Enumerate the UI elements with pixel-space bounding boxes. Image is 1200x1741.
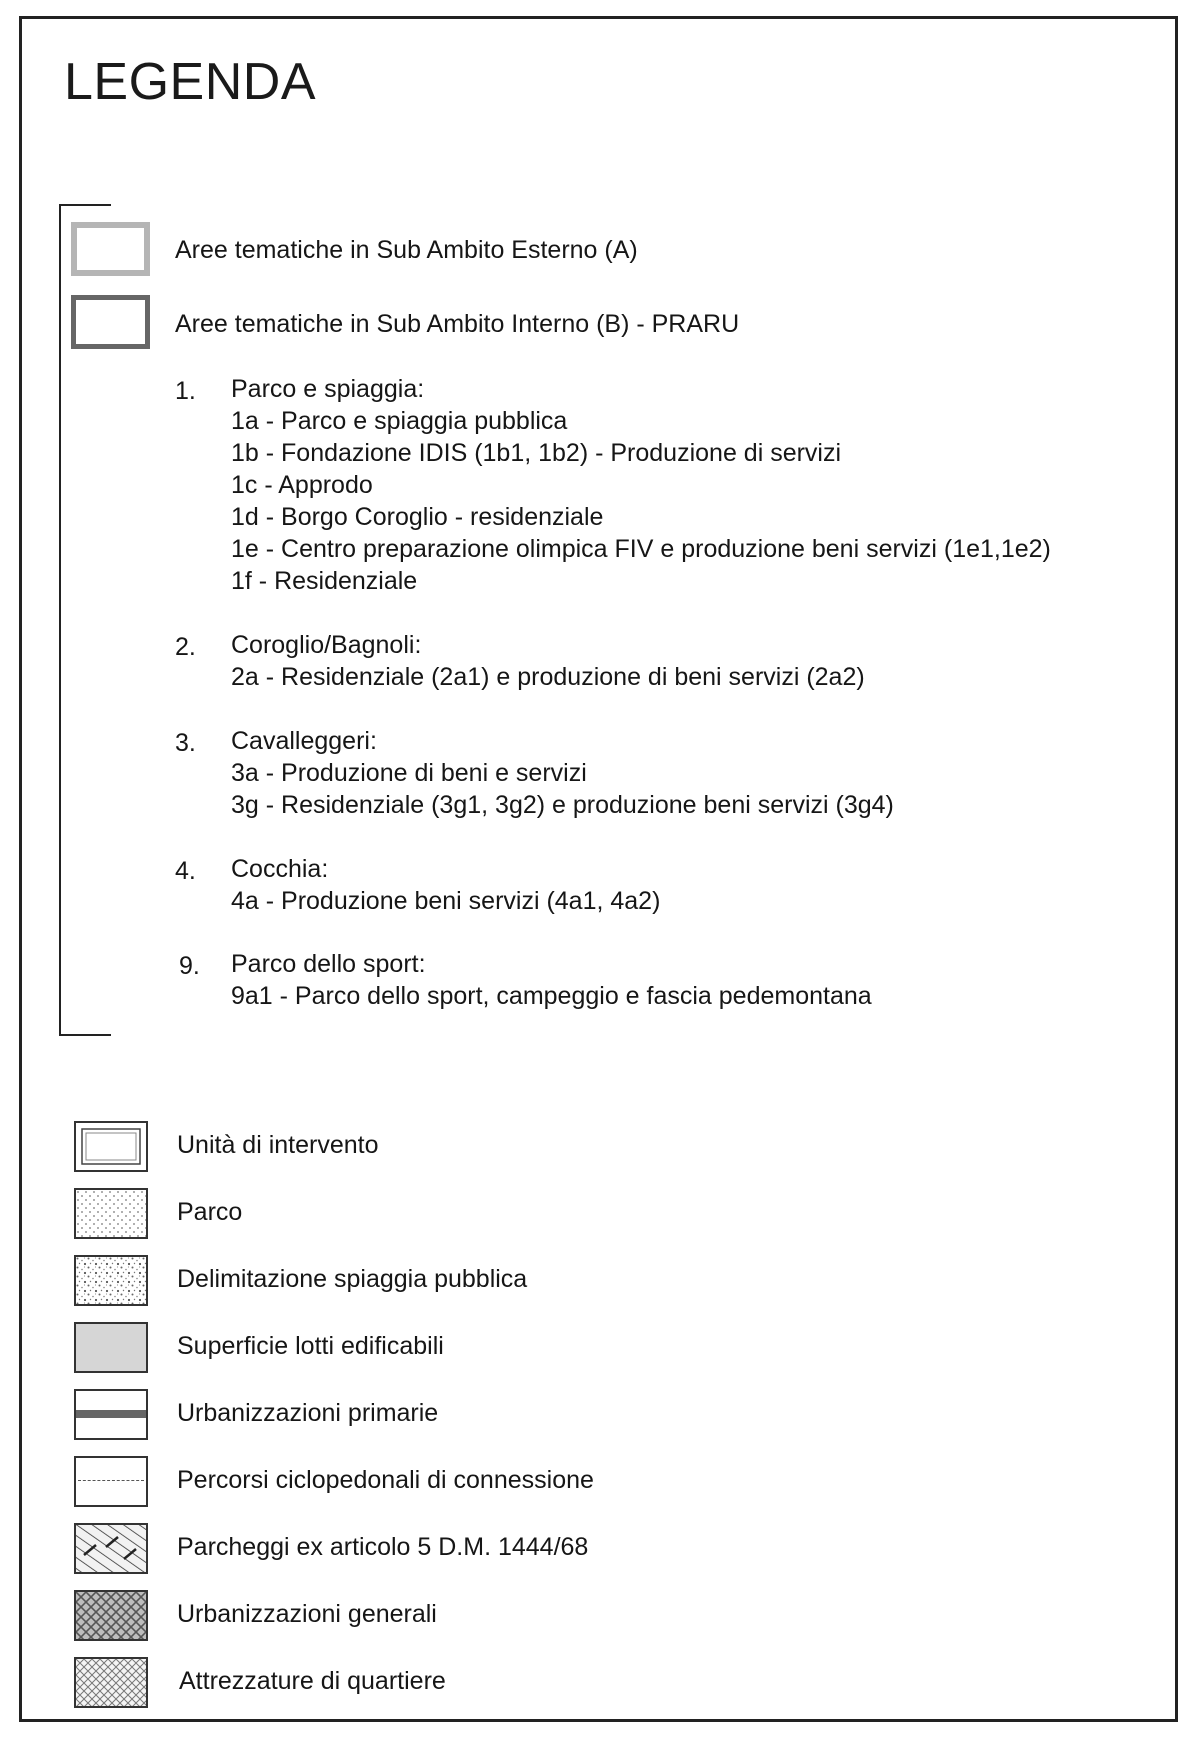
group-number: 4. bbox=[175, 857, 196, 885]
symbol-label: Delimitazione spiaggia pubblica bbox=[177, 1265, 528, 1293]
group-item: 3g - Residenziale (3g1, 3g2) e produzione beni servizi (3g4) bbox=[231, 791, 894, 819]
dashed-line-icon bbox=[74, 1456, 148, 1507]
group-number: 9. bbox=[179, 952, 200, 980]
thick-line-icon bbox=[74, 1389, 148, 1440]
symbol-label: Percorsi ciclopedonali di connessione bbox=[177, 1466, 594, 1494]
group-item: 4a - Produzione beni servizi (4a1, 4a2) bbox=[231, 887, 661, 915]
group-item: 1f - Residenziale bbox=[231, 567, 418, 595]
group-item: 2a - Residenziale (2a1) e produzione di beni servizi (2a2) bbox=[231, 663, 865, 691]
group-title: Cavalleggeri: bbox=[231, 727, 377, 755]
group-parco-spiaggia bbox=[231, 373, 1051, 597]
group-item: 1b - Fondazione IDIS (1b1, 1b2) - Produzione di servizi bbox=[231, 439, 842, 467]
sub-ambito-interno-label: Aree tematiche in Sub Ambito Interno (B) - PRARU bbox=[175, 310, 740, 338]
dense-crosshatch-icon bbox=[74, 1590, 148, 1641]
symbol-label: Attrezzature di quartiere bbox=[179, 1667, 446, 1695]
symbol-label: Unità di intervento bbox=[177, 1131, 379, 1159]
group-number: 1. bbox=[175, 377, 196, 405]
group-item: 3a - Produzione di beni e servizi bbox=[231, 759, 587, 787]
sub-ambito-interno-icon bbox=[71, 295, 150, 349]
dotted-pattern-icon bbox=[74, 1188, 148, 1239]
group-number: 2. bbox=[175, 633, 196, 661]
symbol-label: Parco bbox=[177, 1198, 243, 1226]
gray-fill-icon bbox=[74, 1322, 148, 1373]
symbol-label: Superficie lotti edificabili bbox=[177, 1332, 444, 1360]
sub-ambito-esterno-icon bbox=[71, 222, 150, 276]
symbol-label: Parcheggi ex articolo 5 D.M. 1444/68 bbox=[177, 1533, 589, 1561]
legend-title: LEGENDA bbox=[64, 53, 317, 111]
light-crosshatch-icon bbox=[74, 1657, 148, 1708]
group-item: 9a1 - Parco dello sport, campeggio e fascia pedemontana bbox=[231, 982, 872, 1010]
group-title: Parco e spiaggia: bbox=[231, 375, 425, 403]
group-cocchia bbox=[231, 853, 660, 917]
group-item: 1d - Borgo Coroglio - residenziale bbox=[231, 503, 604, 531]
group-coroglio-bagnoli bbox=[231, 629, 865, 693]
double-border-box-icon bbox=[74, 1121, 148, 1172]
group-title: Cocchia: bbox=[231, 855, 329, 883]
group-parco-sport bbox=[231, 948, 872, 1012]
symbol-label: Urbanizzazioni generali bbox=[177, 1600, 437, 1628]
stipple-pattern-icon bbox=[74, 1255, 148, 1306]
group-title: Coroglio/Bagnoli: bbox=[231, 631, 422, 659]
group-cavalleggeri bbox=[231, 725, 894, 821]
group-item: 1c - Approdo bbox=[231, 471, 373, 499]
sub-ambito-esterno-label: Aree tematiche in Sub Ambito Esterno (A) bbox=[175, 236, 638, 264]
group-number: 3. bbox=[175, 729, 196, 757]
symbol-label: Urbanizzazioni primarie bbox=[177, 1399, 439, 1427]
group-item: 1a - Parco e spiaggia pubblica bbox=[231, 407, 568, 435]
diagonal-hatch-icon bbox=[74, 1523, 148, 1574]
group-title: Parco dello sport: bbox=[231, 950, 426, 978]
group-item: 1e - Centro preparazione olimpica FIV e produzione beni servizi (1e1,1e2) bbox=[231, 535, 1051, 563]
